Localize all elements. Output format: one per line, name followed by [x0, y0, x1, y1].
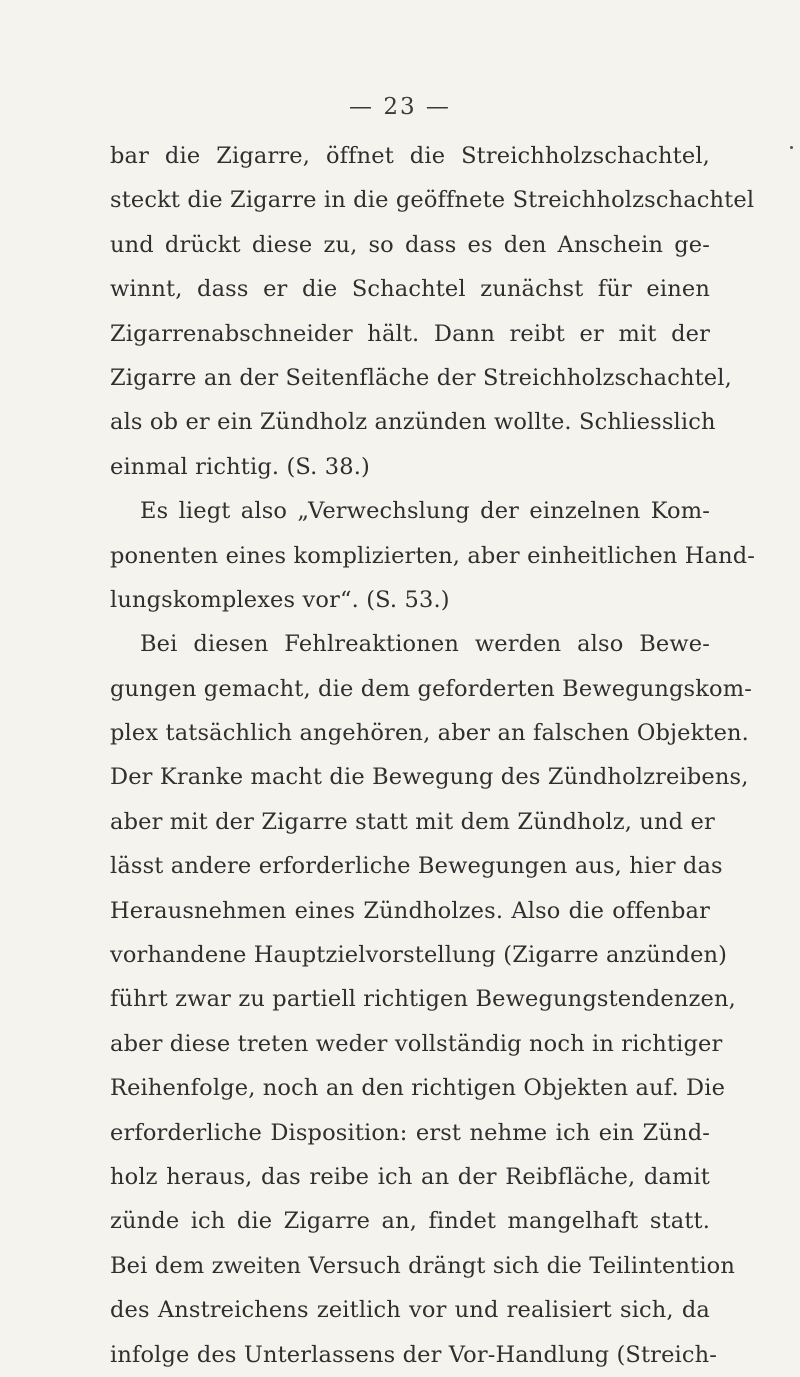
- text-line: des Anstreichens zeitlich vor und realisiert sich, da: [110, 1297, 710, 1324]
- text-line: gungen gemacht, die dem geforderten Bewegungskom-: [110, 675, 752, 702]
- page-number: — 23 —: [349, 94, 451, 120]
- text-line: erforderliche Disposition: erst nehme ich ein Zünd-: [110, 1119, 710, 1146]
- text-line: Bei dem zweiten Versuch drängt sich die Teilintention: [110, 1252, 736, 1279]
- text-line: Bei diesen Fehlreaktionen werden also Bewe-: [140, 631, 710, 658]
- text-line: aber diese treten weder vollständig noch in richtiger: [110, 1030, 723, 1057]
- text-line: Es liegt also „Verwechslung der einzelnen Kom-: [140, 498, 710, 525]
- text-line: führt zwar zu partiell richtigen Bewegungstendenzen,: [110, 986, 736, 1013]
- text-line: ponenten eines komplizierten, aber einheitlichen Hand-: [110, 542, 756, 569]
- text-line: Reihenfolge, noch an den richtigen Objekten auf. Die: [110, 1075, 726, 1102]
- text-line: einmal richtig. (S. 38.): [110, 453, 370, 480]
- text-line: Herausnehmen eines Zündholzes. Also die offenbar: [110, 897, 710, 924]
- text-line: bar die Zigarre, öffnet die Streichholzschachtel,: [110, 143, 710, 169]
- text-line: Der Kranke macht die Bewegung des Zündholzreibens,: [110, 764, 749, 791]
- text-line: Zigarrenabschneider hält. Dann reibt er mit der: [110, 320, 710, 347]
- text-line: plex tatsächlich angehören, aber an falschen Objekten.: [110, 720, 749, 747]
- text-line: vorhandene Hauptzielvorstellung (Zigarre anzünden): [110, 942, 728, 969]
- text-line: winnt, dass er die Schachtel zunächst für einen: [110, 276, 710, 303]
- text-line: lungskomplexes vor“. (S. 53.): [110, 586, 450, 613]
- text-line: und drückt diese zu, so dass es den Anschein ge-: [110, 231, 710, 258]
- text-line: als ob er ein Zündholz anzünden wollte. Schliesslich: [110, 409, 716, 436]
- text-line: Zigarre an der Seitenfläche der Streichholzschachtel,: [110, 364, 732, 391]
- body-text: [110, 134, 756, 1377]
- text-line: holz heraus, das reibe ich an der Reibfläche, damit: [110, 1163, 710, 1190]
- text-line: steckt die Zigarre in die geöffnete Streichholzschachtel: [110, 187, 755, 214]
- text-line: infolge des Unterlassens der Vor-Handlung (Streich-: [110, 1341, 718, 1368]
- text-line: zünde ich die Zigarre an, findet mangelhaft statt.: [110, 1208, 710, 1235]
- text-line: aber mit der Zigarre statt mit dem Zündholz, und er: [110, 808, 715, 835]
- text-line: lässt andere erforderliche Bewegungen aus, hier das: [110, 853, 723, 880]
- margin-speck: [790, 146, 793, 149]
